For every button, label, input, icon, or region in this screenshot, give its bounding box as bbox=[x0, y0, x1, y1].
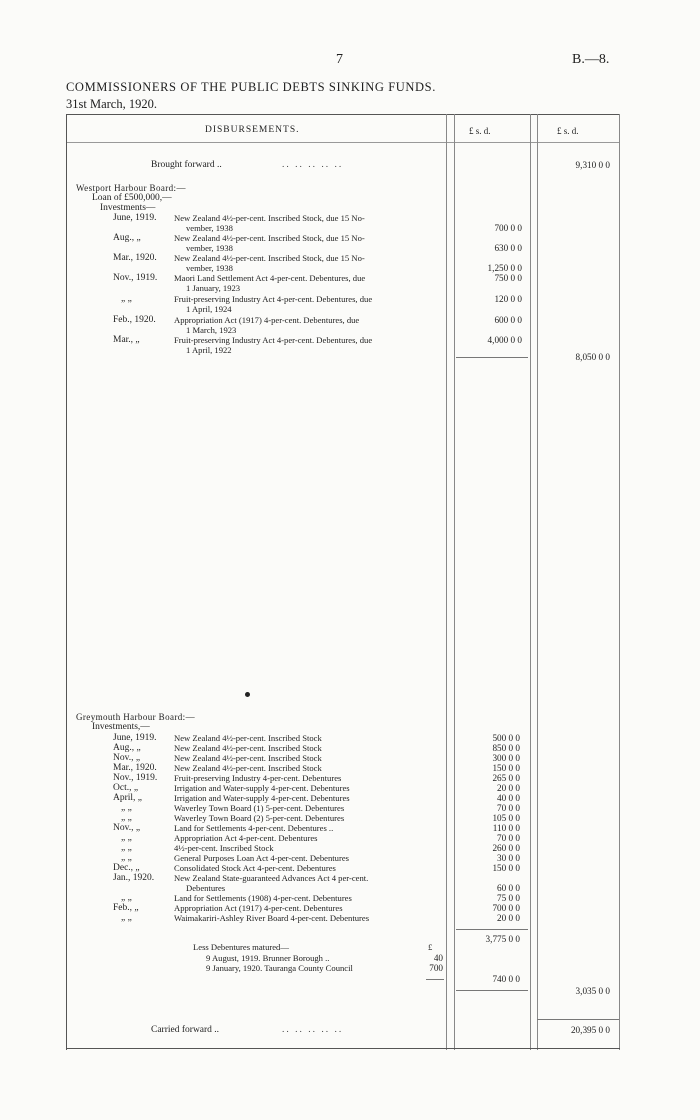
row-amount: 750 0 0 bbox=[494, 273, 522, 283]
row-date: Jan., 1920. bbox=[113, 873, 155, 883]
row-description: Land for Settlements (1908) 4-per-cent. Debentures bbox=[174, 893, 352, 903]
row-date: „ „ bbox=[121, 813, 132, 823]
row-date: Feb., „ bbox=[113, 903, 139, 913]
greymouth-heading: Greymouth Harbour Board:— bbox=[76, 712, 195, 722]
row-description-cont: 1 April, 1924 bbox=[186, 304, 232, 314]
row-amount: 70 0 0 bbox=[497, 833, 520, 843]
row-amount: 1,250 0 0 bbox=[487, 263, 522, 273]
row-date: Dec., „ bbox=[113, 863, 140, 873]
row-description: Waverley Town Board (1) 5-per-cent. Debentures bbox=[174, 803, 345, 813]
westport-loan: Loan of £500,000,— bbox=[92, 193, 172, 203]
row-amount: 260 0 0 bbox=[492, 843, 520, 853]
row-description: Fruit-preserving Industry Act 4-per-cent. Debentures, due bbox=[174, 294, 373, 304]
row-description: Appropriation Act (1917) 4-per-cent. Debentures, due bbox=[174, 315, 360, 325]
row-description: Appropriation Act 4-per-cent. Debentures bbox=[174, 833, 318, 843]
row-date: April, „ bbox=[113, 793, 143, 803]
greymouth-total: 3,035 0 0 bbox=[575, 986, 610, 996]
less-row-2: 9 January, 1920. Tauranga County Council bbox=[206, 963, 353, 973]
ink-dot bbox=[245, 692, 250, 697]
carried-forward-label: Carried forward .. bbox=[151, 1025, 220, 1035]
row-date: „ „ bbox=[121, 294, 132, 304]
row-description: General Purposes Loan Act 4-per-cent. Debentures bbox=[174, 853, 349, 863]
row-description: Irrigation and Water-supply 4-per-cent. Debentures bbox=[174, 793, 350, 803]
row-amount: 75 0 0 bbox=[497, 893, 520, 903]
row-description-cont: 1 January, 1923 bbox=[186, 283, 241, 293]
row-date: Mar., 1920. bbox=[113, 253, 157, 263]
carried-forward-rule bbox=[537, 1019, 619, 1020]
row-amount: 150 0 0 bbox=[492, 763, 520, 773]
row-description: 4½-per-cent. Inscribed Stock bbox=[174, 843, 274, 853]
westport-total: 8,050 0 0 bbox=[575, 352, 610, 362]
row-description: New Zealand 4½-per-cent. Inscribed Stock, due 15 No- bbox=[174, 233, 365, 243]
row-description: Irrigation and Water-supply 4-per-cent. Debentures bbox=[174, 783, 350, 793]
greymouth-subtotal-rule bbox=[456, 929, 528, 930]
row-date: Mar., „ bbox=[113, 335, 140, 345]
greymouth-net: 740 0 0 bbox=[492, 974, 520, 984]
row-description: New Zealand 4½-per-cent. Inscribed Stock bbox=[174, 753, 322, 763]
row-amount: 630 0 0 bbox=[494, 243, 522, 253]
row-description: Maori Land Settlement Act 4-per-cent. Debentures, due bbox=[174, 273, 366, 283]
row-date: „ „ bbox=[121, 833, 132, 843]
row-date: Oct., „ bbox=[113, 783, 139, 793]
row-amount: 60 0 0 bbox=[497, 883, 520, 893]
column-heading-lsd-2: £ s. d. bbox=[557, 126, 579, 136]
brought-forward-leader: .. .. .. .. .. bbox=[282, 160, 344, 170]
row-amount: 850 0 0 bbox=[492, 743, 520, 753]
row-description: New Zealand 4½-per-cent. Inscribed Stock, due 15 No- bbox=[174, 253, 365, 263]
less-rule bbox=[426, 979, 444, 980]
row-amount: 150 0 0 bbox=[492, 863, 520, 873]
row-description: New Zealand State-guaranteed Advances Act 4 per-cent. bbox=[174, 873, 369, 883]
row-description: Fruit-preserving Industry 4-per-cent. Debentures bbox=[174, 773, 342, 783]
row-date: „ „ bbox=[121, 913, 132, 923]
column-heading-lsd-1: £ s. d. bbox=[469, 126, 491, 136]
row-amount: 500 0 0 bbox=[492, 733, 520, 743]
row-date: Nov., „ bbox=[113, 753, 141, 763]
westport-sum-rule bbox=[456, 357, 528, 358]
greymouth-net-rule bbox=[456, 990, 528, 991]
row-amount: 300 0 0 bbox=[492, 753, 520, 763]
page-title: COMMISSIONERS OF THE PUBLIC DEBTS SINKING FUNDS. bbox=[66, 80, 436, 94]
row-description: Appropriation Act (1917) 4-per-cent. Debentures bbox=[174, 903, 343, 913]
row-description-cont: vember, 1938 bbox=[186, 223, 233, 233]
row-description-cont: Debentures bbox=[186, 883, 226, 893]
less-currency: £ bbox=[428, 942, 433, 952]
greymouth-subtotal: 3,775 0 0 bbox=[485, 934, 520, 944]
row-date: Mar., 1920. bbox=[113, 763, 157, 773]
row-description: Fruit-preserving Industry Act 4-per-cent. Debentures, due bbox=[174, 335, 373, 345]
row-date: Nov., 1919. bbox=[113, 273, 158, 283]
row-date: „ „ bbox=[121, 893, 132, 903]
greymouth-investments-label: Investments,— bbox=[92, 722, 150, 732]
row-date: Aug., „ bbox=[113, 743, 141, 753]
row-description: New Zealand 4½-per-cent. Inscribed Stock bbox=[174, 733, 322, 743]
row-description-cont: vember, 1938 bbox=[186, 263, 233, 273]
row-amount: 30 0 0 bbox=[497, 853, 520, 863]
row-amount: 700 0 0 bbox=[494, 223, 522, 233]
row-amount: 110 0 0 bbox=[492, 823, 520, 833]
row-description: Waverley Town Board (2) 5-per-cent. Debentures bbox=[174, 813, 345, 823]
row-amount: 70 0 0 bbox=[497, 803, 520, 813]
westport-heading: Westport Harbour Board:— bbox=[76, 183, 186, 193]
row-date: June, 1919. bbox=[113, 213, 157, 223]
row-description: Land for Settlements 4-per-cent. Debentures .. bbox=[174, 823, 334, 833]
row-amount: 120 0 0 bbox=[494, 294, 522, 304]
row-description-cont: 1 March, 1923 bbox=[186, 325, 237, 335]
row-amount: 40 0 0 bbox=[497, 793, 520, 803]
row-date: Nov., 1919. bbox=[113, 773, 158, 783]
row-amount: 4,000 0 0 bbox=[487, 335, 522, 345]
page-number: 7 bbox=[336, 52, 343, 67]
less-row-2-amount: 700 bbox=[429, 963, 443, 973]
row-date: „ „ bbox=[121, 853, 132, 863]
row-amount: 105 0 0 bbox=[492, 813, 520, 823]
row-description-cont: 1 April, 1922 bbox=[186, 345, 232, 355]
less-label: Less Debentures matured— bbox=[193, 942, 289, 952]
row-date: Nov., „ bbox=[113, 823, 141, 833]
row-description: New Zealand 4½-per-cent. Inscribed Stock bbox=[174, 743, 322, 753]
carried-forward-leader: .. .. .. .. .. bbox=[282, 1025, 344, 1035]
row-amount: 20 0 0 bbox=[497, 783, 520, 793]
row-description-cont: vember, 1938 bbox=[186, 243, 233, 253]
row-amount: 600 0 0 bbox=[494, 315, 522, 325]
row-description: Consolidated Stock Act 4-per-cent. Debentures bbox=[174, 863, 336, 873]
row-date: Feb., 1920. bbox=[113, 315, 156, 325]
document-reference: B.—8. bbox=[572, 52, 610, 67]
report-date: 31st March, 1920. bbox=[66, 97, 157, 111]
less-row-1: 9 August, 1919. Brunner Borough .. bbox=[206, 953, 330, 963]
brought-forward-label: Brought forward .. bbox=[151, 160, 222, 170]
row-date: „ „ bbox=[121, 803, 132, 813]
brought-forward-amount: 9,310 0 0 bbox=[575, 160, 610, 170]
carried-forward-amount: 20,395 0 0 bbox=[570, 1025, 610, 1035]
row-date: Aug., „ bbox=[113, 233, 141, 243]
row-description: New Zealand 4½-per-cent. Inscribed Stock bbox=[174, 763, 322, 773]
row-date: June, 1919. bbox=[113, 733, 157, 743]
row-amount: 20 0 0 bbox=[497, 913, 520, 923]
row-description: Waimakariri-Ashley River Board 4-per-cent. Debentures bbox=[174, 913, 370, 923]
westport-investments-label: Investments— bbox=[100, 203, 156, 213]
row-amount: 700 0 0 bbox=[492, 903, 520, 913]
less-row-1-amount: 40 bbox=[433, 953, 443, 963]
row-description: New Zealand 4½-per-cent. Inscribed Stock, due 15 No- bbox=[174, 213, 365, 223]
row-amount: 265 0 0 bbox=[492, 773, 520, 783]
disbursements-heading: DISBURSEMENTS. bbox=[205, 125, 300, 135]
row-date: „ „ bbox=[121, 843, 132, 853]
